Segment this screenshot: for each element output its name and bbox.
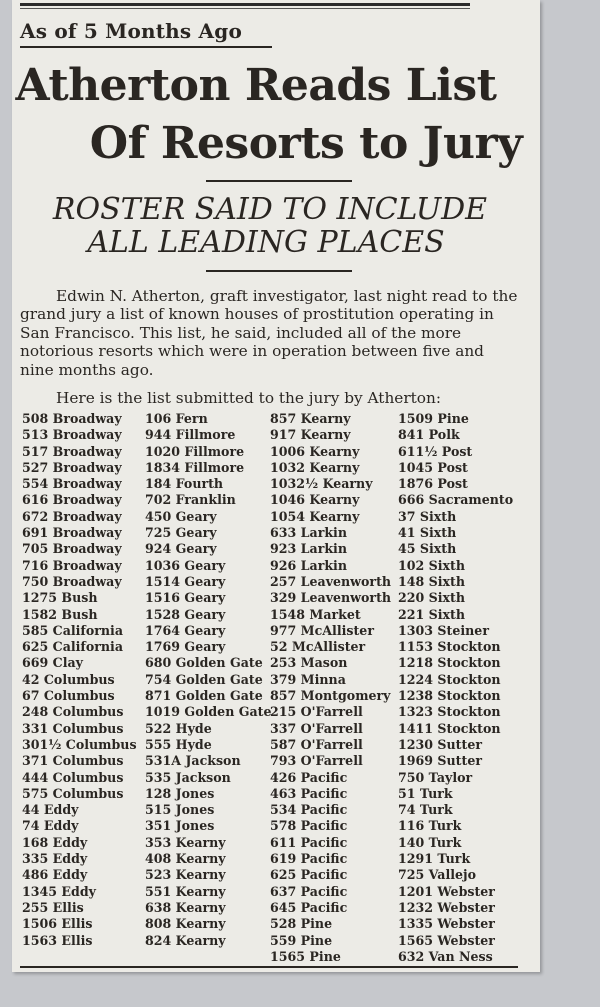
address-entry: 44 Eddy: [22, 802, 79, 818]
address-entry: 1565 Webster: [398, 932, 495, 948]
address-entry: 632 Van Ness: [398, 948, 493, 964]
address-entry: 52 McAllister: [270, 639, 366, 655]
address-entry: 371 Columbus: [22, 753, 124, 769]
address-entry: 725 Geary: [145, 525, 217, 541]
address-entry: 74 Eddy: [22, 818, 79, 834]
address-entry: 1019 Golden Gate: [145, 704, 272, 720]
address-entry: 535 Jackson: [145, 769, 231, 785]
address-entry: 1565 Pine: [270, 948, 341, 964]
address-entry: 517 Broadway: [22, 443, 122, 459]
address-entry: 691 Broadway: [22, 525, 122, 541]
kicker-underline: [20, 46, 272, 48]
headline-divider: [206, 180, 352, 182]
address-entry: 616 Broadway: [22, 492, 122, 508]
address-entry: 426 Pacific: [270, 769, 348, 785]
headline-line-2: Of Resorts to Jury: [89, 118, 523, 169]
subhead-divider: [206, 270, 352, 272]
address-entry: 633 Larkin: [270, 525, 347, 541]
address-entry: 672 Broadway: [22, 508, 122, 524]
address-entry: 45 Sixth: [398, 541, 457, 557]
address-entry: 702 Franklin: [145, 492, 236, 508]
address-entry: 1582 Bush: [22, 606, 98, 622]
address-entry: 575 Columbus: [22, 785, 124, 801]
address-entry: 220 Sixth: [398, 590, 466, 606]
address-entry: 513 Broadway: [22, 427, 122, 443]
address-entry: 253 Mason: [270, 655, 348, 671]
address-entry: 808 Kearny: [145, 916, 226, 932]
address-entry: 450 Geary: [145, 508, 217, 524]
address-entry: 522 Hyde: [145, 720, 212, 736]
address-entry: 51 Turk: [398, 785, 453, 801]
address-entry: 619 Pacific: [270, 851, 348, 867]
address-entry: 645 Pacific: [270, 899, 348, 915]
address-entry: 1032 Kearny: [270, 459, 360, 475]
address-entry: 528 Pine: [270, 916, 333, 932]
article-paragraph-2: Here is the list submitted to the jury by Atherton:: [56, 389, 442, 407]
address-entry: 917 Kearny: [270, 427, 351, 443]
address-entry: 353 Kearny: [145, 834, 226, 850]
address-entry: 857 Kearny: [270, 411, 351, 426]
address-entry: 1036 Geary: [145, 557, 226, 573]
address-entry: 1323 Stockton: [398, 704, 501, 720]
address-entry: 554 Broadway: [22, 476, 122, 492]
address-entry: 67 Columbus: [22, 688, 115, 704]
address-entry: 1764 Geary: [145, 622, 226, 638]
address-entry: 1201 Webster: [398, 883, 495, 899]
address-entry: 1291 Turk: [398, 851, 471, 867]
address-entry: 1230 Sutter: [398, 736, 482, 752]
address-entry: 585 California: [22, 622, 123, 638]
address-entry: 168 Eddy: [22, 834, 88, 850]
address-entry: 248 Columbus: [22, 704, 124, 720]
address-entry: 924 Geary: [145, 541, 217, 557]
address-entry: 255 Ellis: [22, 899, 84, 915]
address-entry: 637 Pacific: [270, 883, 348, 899]
address-entry: 257 Leavenworth: [270, 573, 392, 589]
address-entry: 1020 Fillmore: [145, 443, 245, 459]
address-entry: 1046 Kearny: [270, 492, 360, 508]
address-entry: 625 California: [22, 639, 123, 655]
address-column-2: [145, 411, 285, 949]
address-entry: 705 Broadway: [22, 541, 122, 557]
address-entry: 1153 Stockton: [398, 639, 501, 655]
article-paragraph-1: Edwin N. Atherton, graft investigator, last night read to the grand jury a list of known houses of prostitution operating in San Francisco. This list, he said, included all of the more notorious resorts which were in operation between five and nine months ago.: [20, 287, 518, 379]
address-entry: 444 Columbus: [22, 769, 124, 785]
address-entry: 793 O'Farrell: [270, 753, 363, 769]
address-entry: 116 Turk: [398, 818, 462, 834]
address-entry: 841 Polk: [398, 427, 460, 443]
address-entry: 351 Jones: [145, 818, 215, 834]
kicker: As of 5 Months Ago: [20, 19, 242, 43]
address-entry: 1232 Webster: [398, 899, 495, 915]
address-entry: 857 Montgomery: [270, 688, 391, 704]
address-entry: 329 Leavenworth: [270, 590, 392, 606]
address-entry: 611½ Post: [398, 443, 473, 459]
address-entry: 42 Columbus: [22, 671, 115, 687]
address-entry: 716 Broadway: [22, 557, 122, 573]
address-entry: 578 Pacific: [270, 818, 348, 834]
address-entry: 1006 Kearny: [270, 443, 360, 459]
address-entry: 1411 Stockton: [398, 720, 501, 736]
address-entry: 534 Pacific: [270, 802, 348, 818]
address-entry: 486 Eddy: [22, 867, 88, 883]
address-entry: 750 Taylor: [398, 769, 473, 785]
address-entry: 725 Vallejo: [398, 867, 476, 883]
address-entry: 1506 Ellis: [22, 916, 93, 932]
subhead-line-1: ROSTER SAID TO INCLUDE: [52, 192, 488, 227]
address-entry: 215 O'Farrell: [270, 704, 363, 720]
address-entry: 926 Larkin: [270, 557, 347, 573]
address-column-1: [22, 411, 162, 949]
address-entry: 331 Columbus: [22, 720, 124, 736]
address-entry: 527 Broadway: [22, 459, 122, 475]
address-entry: 463 Pacific: [270, 785, 348, 801]
address-entry: 923 Larkin: [270, 541, 347, 557]
address-entry: 508 Broadway: [22, 411, 122, 426]
address-entry: 754 Golden Gate: [145, 671, 263, 687]
address-entry: 824 Kearny: [145, 932, 226, 948]
address-entry: 128 Jones: [145, 785, 215, 801]
address-entry: 221 Sixth: [398, 606, 466, 622]
address-entry: 1514 Geary: [145, 573, 226, 589]
address-entry: 106 Fern: [145, 411, 208, 426]
address-entry: 1528 Geary: [145, 606, 226, 622]
address-entry: 669 Clay: [22, 655, 83, 671]
address-entry: 515 Jones: [145, 802, 215, 818]
address-entry: 523 Kearny: [145, 867, 226, 883]
address-column-3: [270, 411, 410, 965]
address-entry: 1769 Geary: [145, 639, 226, 655]
address-entry: 1563 Ellis: [22, 932, 93, 948]
address-entry: 1345 Eddy: [22, 883, 96, 899]
address-entry: 337 O'Farrell: [270, 720, 363, 736]
address-entry: 587 O'Farrell: [270, 736, 363, 752]
address-entry: 625 Pacific: [270, 867, 348, 883]
address-entry: 611 Pacific: [270, 834, 348, 850]
address-entry: 379 Minna: [270, 671, 346, 687]
address-entry: 1303 Steiner: [398, 622, 489, 638]
address-entry: 1548 Market: [270, 606, 361, 622]
address-entry: 1045 Post: [398, 459, 468, 475]
address-entry: 102 Sixth: [398, 557, 466, 573]
address-entry: 559 Pine: [270, 932, 333, 948]
address-entry: 1834 Fillmore: [145, 459, 245, 475]
address-entry: 750 Broadway: [22, 573, 122, 589]
address-entry: 680 Golden Gate: [145, 655, 263, 671]
address-entry: 1032½ Kearny: [270, 476, 373, 492]
address-entry: 140 Turk: [398, 834, 462, 850]
address-entry: 1335 Webster: [398, 916, 495, 932]
address-entry: 977 McAllister: [270, 622, 374, 638]
top-rule: [20, 3, 470, 6]
address-entry: 1969 Sutter: [398, 753, 482, 769]
address-entry: 1509 Pine: [398, 411, 469, 426]
bottom-rule: [20, 966, 518, 968]
address-entry: 1275 Bush: [22, 590, 98, 606]
address-entry: 1238 Stockton: [398, 688, 501, 704]
address-entry: 871 Golden Gate: [145, 688, 263, 704]
address-entry: 41 Sixth: [398, 525, 457, 541]
address-entry: 1516 Geary: [145, 590, 226, 606]
address-entry: 638 Kearny: [145, 899, 226, 915]
address-entry: 531A Jackson: [145, 753, 241, 769]
address-entry: 555 Hyde: [145, 736, 212, 752]
address-entry: 944 Fillmore: [145, 427, 236, 443]
subhead-line-2: ALL LEADING PLACES: [87, 225, 445, 260]
headline-line-1: Atherton Reads List: [15, 60, 497, 111]
address-entry: 1224 Stockton: [398, 671, 501, 687]
address-entry: 1876 Post: [398, 476, 468, 492]
top-rule-thin: [20, 8, 470, 9]
address-entry: 1218 Stockton: [398, 655, 501, 671]
address-entry: 184 Fourth: [145, 476, 224, 492]
address-entry: 37 Sixth: [398, 508, 457, 524]
address-entry: 551 Kearny: [145, 883, 226, 899]
address-entry: 335 Eddy: [22, 851, 88, 867]
address-entry: 148 Sixth: [398, 573, 466, 589]
address-entry: 666 Sacramento: [398, 492, 514, 508]
address-entry: 1054 Kearny: [270, 508, 360, 524]
address-entry: 301½ Columbus: [22, 736, 137, 752]
address-entry: 408 Kearny: [145, 851, 226, 867]
address-column-4: [398, 411, 538, 965]
address-entry: 74 Turk: [398, 802, 453, 818]
